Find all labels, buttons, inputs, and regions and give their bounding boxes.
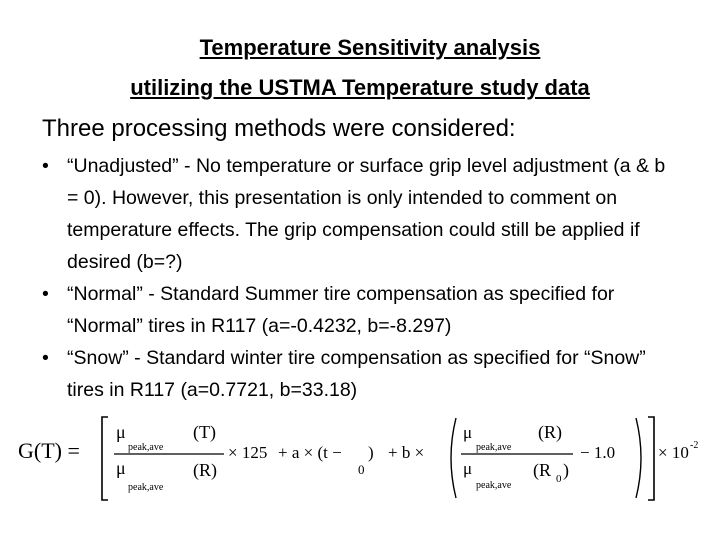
bullet-text: “Snow” - Standard winter tire compensation as specified for “Snow” tires in R117 (a=0.7721, b=33.18)	[67, 347, 646, 401]
formula-image	[18, 412, 708, 512]
bullet-icon: •	[42, 347, 49, 369]
title-line-2: utilizing the USTMA Temperature study data	[130, 75, 590, 100]
t-zero-close: )	[368, 443, 374, 462]
bullet-item-snow	[42, 342, 682, 406]
left-bracket-icon	[102, 417, 108, 500]
right-bracket-icon	[648, 417, 654, 500]
times-125: × 125	[228, 443, 268, 462]
mu-denominator: μ	[116, 458, 126, 478]
exponent: -2	[690, 440, 699, 451]
left-paren-icon	[451, 418, 456, 498]
sub-peak-ave-numerator: peak,ave	[128, 442, 164, 453]
mu-denominator-2: μ	[463, 459, 473, 478]
bullet-text: “Normal” - Standard Summer tire compensation as specified for “Normal” tires in R117 (a=-0.4232, b=-8.297)	[67, 283, 615, 337]
r0-subscript: 0	[556, 473, 562, 485]
paren-R0-close: )	[563, 460, 569, 480]
sub-peak-ave-denominator: peak,ave	[128, 482, 164, 493]
mu-numerator-2: μ	[463, 423, 473, 442]
paren-R-2: (R)	[538, 422, 562, 442]
plus-b-times: + b ×	[388, 443, 425, 462]
bullet-item-unadjusted	[42, 150, 682, 278]
bullet-text: “Unadjusted” - No temperature or surface grip level adjustment (a & b = 0). However, this presentation is only intended to comment on temperature effects. The grip compensation could still be applied if desired (b=?)	[67, 155, 666, 273]
sub-peak-ave-denominator-2: peak,ave	[476, 480, 512, 491]
bullet-icon: •	[42, 155, 49, 177]
right-paren-icon	[636, 418, 641, 498]
times-ten: × 10	[658, 443, 689, 462]
formula-lhs: G(T) =	[18, 438, 80, 463]
t-zero-subscript: 0	[358, 462, 365, 477]
sub-peak-ave-numerator-2: peak,ave	[476, 442, 512, 453]
mu-numerator: μ	[116, 422, 126, 442]
intro-text: Three processing methods were considered:	[42, 115, 516, 142]
plus-a-times: + a × (t −	[278, 443, 342, 462]
paren-T: (T)	[193, 422, 216, 442]
bullet-item-normal	[42, 278, 682, 342]
paren-R0: (R	[533, 460, 551, 480]
title-line-1: Temperature Sensitivity analysis	[199, 35, 541, 60]
minus-one: − 1.0	[580, 443, 616, 462]
bullet-icon: •	[42, 283, 49, 305]
paren-R: (R)	[193, 460, 217, 480]
bullet-list	[42, 150, 682, 406]
